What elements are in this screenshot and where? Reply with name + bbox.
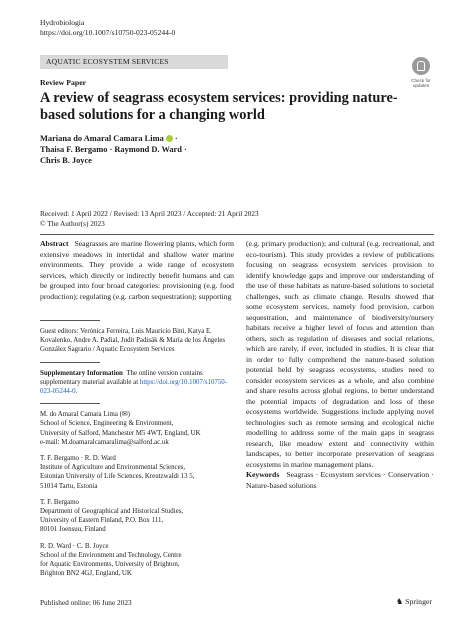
affiliation-line: University of Salford, Manchester M5 4WT, England, UK — [40, 429, 201, 437]
footnote-divider — [40, 403, 100, 404]
affiliation-line: Institute of Agriculture and Environmental Sciences, — [40, 464, 186, 472]
abstract-text-right: (e.g. primary production); and cultural (e.g. recreational, and eco-tourism). This study provides a review of publications focusing on seagrass ecosystem services provision to identify knowledge gaps and improve our understanding of the use of these habitats as nature-based solutions to societal challenges, such as climate change. Results showed that some ecosystem services, namely food provision, carbon sequestration, and maintenance of biodiversity/nursery habitats receive a higher level of focus and attention than others, such as regulation of diseases and social relations, which are rarely, if ever, included in studies. It is clear that in order to fully comprehend the nature-based solution potential held by seagrass ecosystems, studies need to consider ecosystem services as a whole, and also combine and share results across global regions, to better understand the potential impacts of degradation and loss of these ecosystems worldwide. Suggestions include applying novel technologies such as remote sensing and ecological niche modelling to address some of the main gaps in seagrass research, like meadow extent and connectivity within landscapes, to better incorporate preservation of seagrass ecosystems in marine management plans. — [246, 239, 434, 469]
affiliation-line: School of the Environment and Technology, Centre — [40, 551, 182, 559]
affiliation-block — [40, 410, 234, 447]
orcid-icon[interactable] — [166, 135, 173, 142]
left-column — [40, 239, 234, 585]
keywords-label: Keywords — [246, 470, 280, 479]
affiliation-name: R. D. Ward · C. B. Joyce — [40, 542, 109, 550]
affiliation-name: T. F. Bergamo · R. D. Ward — [40, 455, 116, 463]
author-line-2: Thaisa F. Bergamo · Raymond D. Ward · — [40, 145, 187, 154]
right-column — [246, 239, 434, 491]
author-line-1: Mariana do Amaral Camara Lima — [40, 134, 164, 143]
publisher-name: Springer — [405, 597, 433, 606]
section-band — [40, 55, 228, 69]
article-title: A review of seagrass ecosystem services: providing nature-based solutions for a changing world — [40, 90, 398, 123]
section-label: AQUATIC ECOSYSTEM SERVICES — [46, 57, 169, 66]
publisher-logo — [396, 597, 432, 606]
keywords — [246, 470, 434, 491]
guest-editors-note: Guest editors: Verónica Ferreira, Luis Mauricio Bini, Katya E. Kovalenko, Andre A. Padial, Judit Padisák & María de los Ángeles González Sagrario / Aquatic Ecosystem Services — [40, 328, 226, 354]
keywords-text: Seagrass · Ecosystem services · Conservation · Nature-based solutions — [246, 470, 434, 490]
affiliation-line: Estonian University of Life Sciences, Kreutzwaldi 13 5, — [40, 473, 195, 481]
supplementary-label: Supplementary Information — [40, 369, 123, 377]
footnote-divider — [40, 362, 100, 363]
springer-horse-icon: ♞ — [396, 597, 404, 606]
author-list — [40, 133, 187, 166]
affiliation-block — [40, 454, 234, 491]
abstract-label: Abstract — [40, 239, 69, 248]
article-dates: Received: 1 April 2022 / Revised: 13 April 2023 / Accepted: 21 April 2023 — [40, 209, 259, 218]
affiliation-line: University of Eastern Finland, P.O. Box 111, — [40, 517, 164, 525]
article-dates-block — [40, 209, 259, 229]
affiliation-name: M. do Amaral Camara Lima (✉) — [40, 411, 130, 419]
footnote-divider — [40, 320, 100, 321]
author-line-1-tail: · — [172, 134, 178, 143]
affiliation-name: T. F. Bergamo — [40, 498, 80, 506]
affiliation-line: for Aquatic Environments, University of Brighton, — [40, 561, 180, 569]
abstract-left — [40, 239, 234, 302]
divider — [40, 234, 434, 235]
check-updates-icon — [412, 57, 430, 75]
abstract-text-left: Seagrasses are marine flowering plants, which form extensive meadows in intertidal and shallow water marine environments. They provide a wide range of ecosystem services, which directly or indirectly benefit humans and can be grouped into four broad categories: provisioning (e.g. food production); regulating (e.g. carbon sequestration); supporting — [40, 239, 235, 301]
affiliation-line: School of Science, Engineering & Environment, — [40, 420, 174, 428]
article-type: Review Paper — [40, 78, 87, 87]
affiliation-line: Department of Geographical and Historical Studies, — [40, 508, 184, 516]
badge-line1: Check for — [411, 78, 431, 83]
affiliation-line: 80101 Joensuu, Finland — [40, 526, 106, 534]
journal-name: Hydrobiologia — [40, 18, 85, 27]
supplementary-info — [40, 369, 234, 397]
check-for-updates-badge[interactable] — [406, 57, 436, 95]
copyright-notice: © The Author(s) 2023 — [40, 219, 105, 228]
badge-line2: updates — [412, 83, 430, 88]
supplementary-text: The online version contains supplementary material available at — [40, 369, 203, 386]
author-line-3: Chris B. Joyce — [40, 156, 92, 165]
affiliation-block — [40, 542, 234, 579]
affiliation-email[interactable]: e-mail: M.doamaralcamaralima@salford.ac.uk — [40, 438, 169, 446]
published-date: Published online: 06 June 2023 — [40, 598, 132, 607]
article-doi[interactable]: https://doi.org/10.1007/s10750-023-05244-0 — [40, 28, 176, 37]
affiliation-block — [40, 498, 234, 535]
supplementary-link[interactable]: https://doi.org/10.1007/s10750-023-05244-0. — [40, 378, 228, 396]
affiliation-line: Brighton BN2 4GJ, England, UK — [40, 570, 132, 578]
affiliation-line: 51014 Tartu, Estonia — [40, 482, 98, 490]
